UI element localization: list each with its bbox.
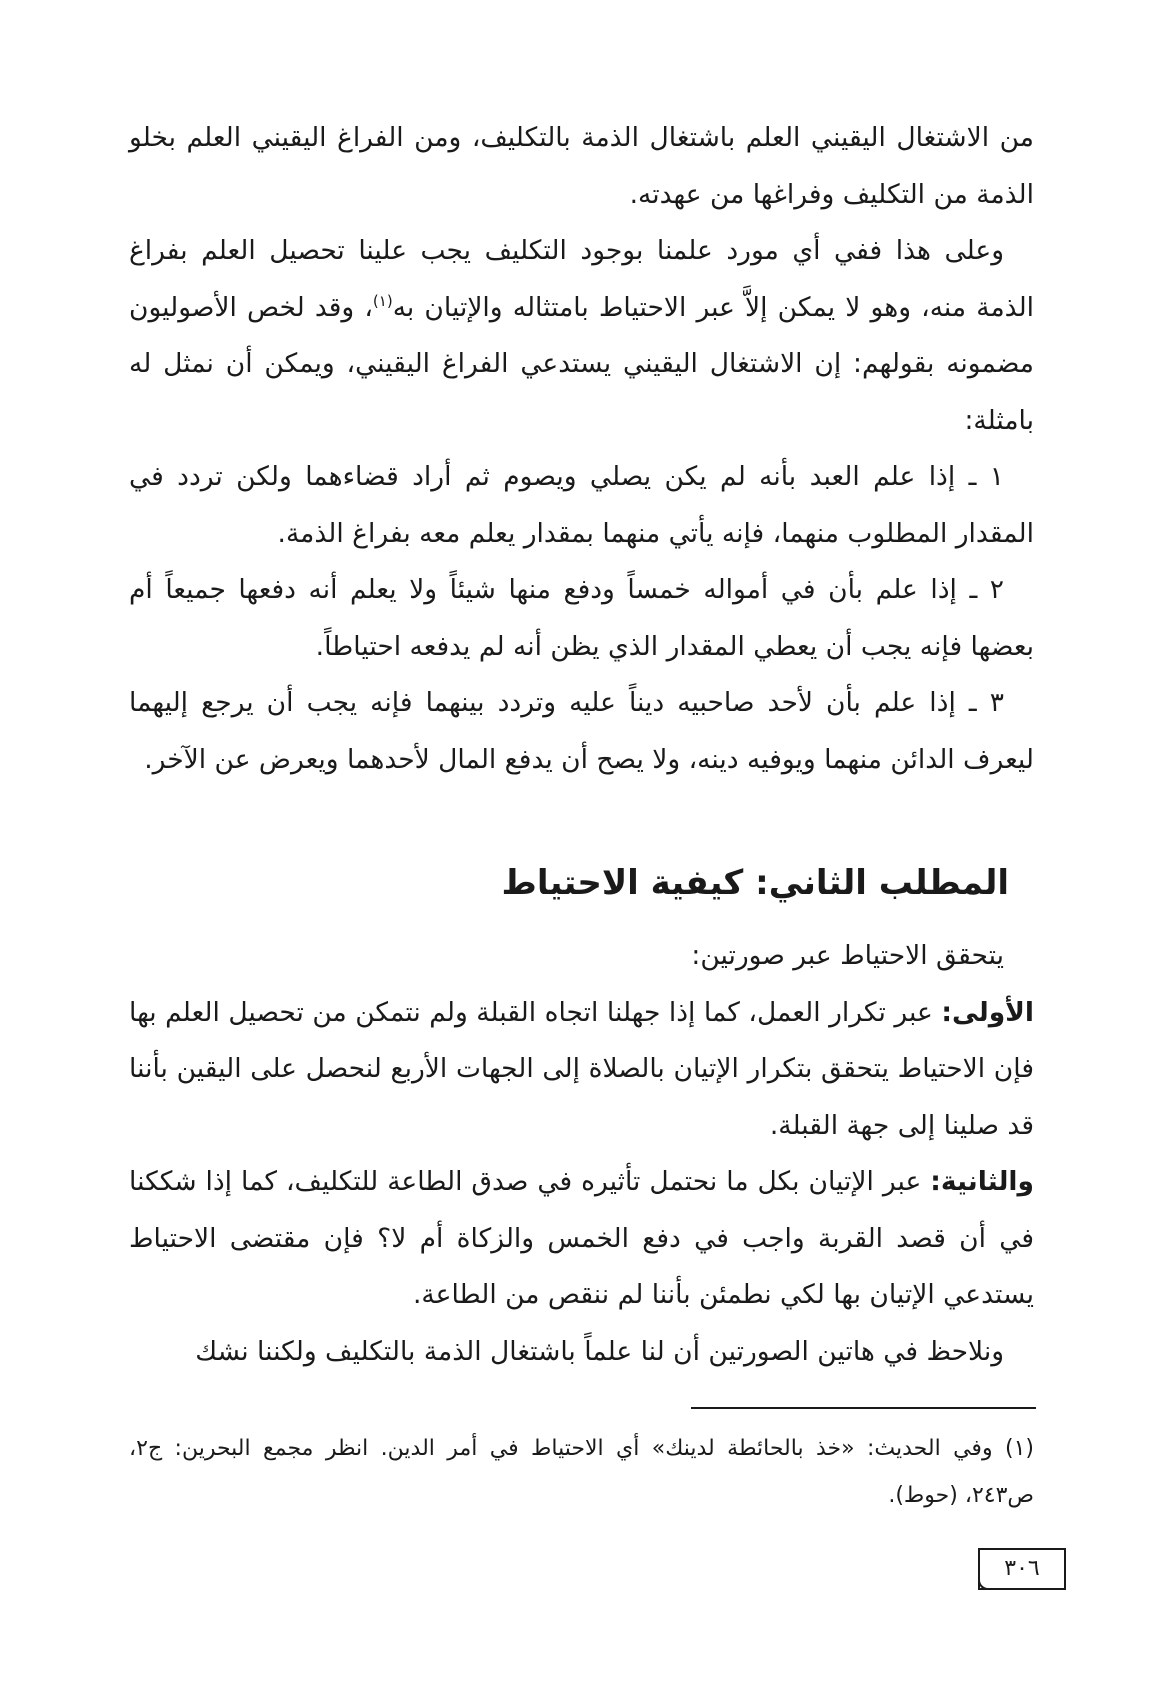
paragraph-1: من الاشتغال اليقيني العلم باشتغال الذمة بالتكليف، ومن الفراغ اليقيني العلم بخلو الذمة من التكليف وفراغها من عهدته. — [129, 122, 1034, 210]
paragraph-2 — [129, 223, 1034, 449]
second-form-paragraph — [129, 1154, 1034, 1324]
second-form-text: عبر الإتيان بكل ما نحتمل تأثيره في صدق الطاعة للتكليف، كما إذا شككنا في أن قصد القربة واجب في دفع الخمس والزكاة أم لا؟ فإن مقتضى الاحتياط يستدعي الإتيان بها لكي نطمئن بأننا لم ننقص من الطاعة. — [129, 1166, 1034, 1310]
paragraph-2-part-1: وعلى هذا ففي أي مورد علمنا بوجود التكليف يجب علينا تحصيل العلم بفراغ الذمة منه، وهو لا يمكن إلاَّ عبر الاحتياط بامتثاله والإتيان به — [129, 235, 1035, 323]
last-line: ونلاحظ في هاتين الصورتين أن لنا علماً باشتغال الذمة بالتكليف ولكننا نشك — [195, 1335, 1004, 1367]
page-number: ٣٠٦ — [978, 1548, 1066, 1590]
example-2: ٢ ـ إذا علم بأن في أمواله خمساً ودفع منها شيئاً ولا يعلم أنه دفعها جميعاً أم بعضها فإنه يجب أن يعطي المقدار الذي يظن أنه لم يدفعه احتياطاً. — [129, 574, 1034, 662]
intro-line: يتحقق الاحتياط عبر صورتين: — [691, 940, 1004, 971]
main-text-top — [129, 110, 1034, 788]
section-heading: المطلب الثاني: كيفية الاحتياط — [501, 863, 1009, 903]
footnote-reference[interactable]: (١) — [372, 291, 393, 310]
footnote-divider — [691, 1407, 1036, 1409]
main-text-bottom — [129, 928, 1034, 1380]
first-form-label: الأولى: — [941, 996, 1034, 1028]
footnote — [129, 1425, 1034, 1519]
first-form-paragraph — [129, 985, 1034, 1155]
example-1: ١ ـ إذا علم العبد بأنه لم يكن يصلي ويصوم ثم أراد قضاءهما ولكن تردد في المقدار المطلوب منهما، فإنه يأتي منهما بمقدار يعلم معه بفراغ الذمة. — [129, 461, 1034, 549]
example-3: ٣ ـ إذا علم بأن لأحد صاحبيه ديناً عليه وتردد بينهما فإنه يجب أن يرجع إليهما ليعرف الدائن منهما ويوفيه دينه، ولا يصح أن يدفع المال لأحدهما ويعرض عن الآخر. — [129, 687, 1034, 775]
footnote-text: (١) وفي الحديث: «خذ بالحائطة لدينك» أي الاحتياط في أمر الدين. انظر مجمع البحرين: ج٢، ص٢٤٣، (حوط). — [129, 1436, 1034, 1508]
second-form-label: والثانية: — [930, 1166, 1034, 1197]
paragraph-2-part-2: ، وقد لخص الأصوليون مضمونه بقولهم: إن الاشتغال اليقيني يستدعي الفراغ اليقيني، ويمكن أن نمثل له بامثلة: — [129, 291, 1034, 436]
first-form-text: عبر تكرار العمل، كما إذا جهلنا اتجاه القبلة ولم نتمكن من تحصيل العلم بها فإن الاحتياط يتحقق بتكرار الإتيان بالصلاة إلى الجهات الأربع لنحصل على اليقين بأننا قد صلينا إلى جهة القبلة. — [129, 996, 1034, 1141]
